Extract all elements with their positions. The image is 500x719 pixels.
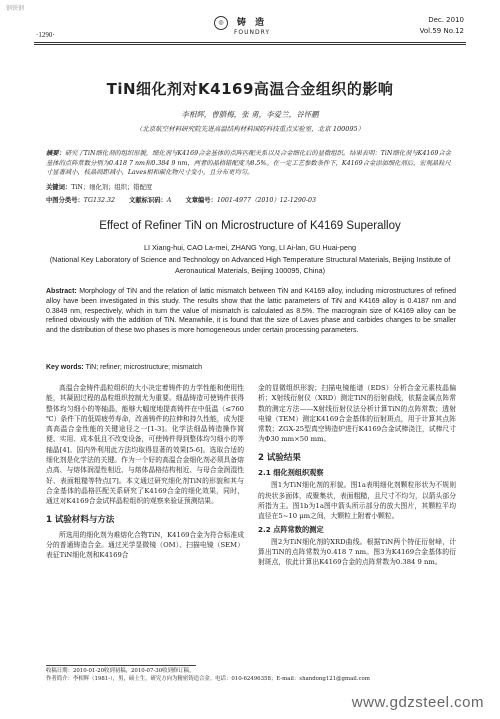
en-keywords: [46, 364, 456, 371]
cn-abstract: [46, 149, 456, 178]
cn-abstract-text: 研究了TiN细化剂的组织形貌，细化剂与K4169合金基体的点阵匹配关系以及合金细化后的显微组织。结果表明：TiN细化剂与K4169合金基体的点阵常数分别为0.418 7 nm和0.384 9 nm，两者的晶格错配度为8.5%。在一定工艺参数条件下，K4169合金添加细化剂后，宏观晶粒尺寸显著减小，枝晶间距减小，Laves相和碳化物尺寸变小，且分布更均匀。: [46, 150, 451, 176]
header-rule-thin: [34, 44, 466, 45]
doc-code-label: 文献标识码：: [129, 197, 167, 204]
en-title: Effect of Refiner TiN on Microstructure of K4169 Superalloy: [99, 220, 401, 232]
cn-keywords-text: TiN；细化剂；组织；错配度: [71, 184, 153, 191]
top-watermark: 钢铁钢: [6, 5, 25, 12]
en-authors: LI Xiang-hui, CAO La-mei, ZHANG Yong, LI Ai-lan, GU Huai-peng: [143, 243, 357, 252]
methods-continued-paragraph: 金的显微组织形貌；扫描电镜能谱（EDS）分析合金元素枝晶偏析；X射线衍射仪（XRD）测定TiN的衍射曲线，依据金属点阵常数的测定方法——X射线衍射仪法分析计算TiN的点阵常数；透射电镜（TEM）测定K4169合金基体的衍射斑点，用于计算其点阵常数；ZGX-25型真空铸造炉进行K4169合金试棒浇注，试棒尺寸为Φ30 mm×50 mm。: [258, 384, 456, 444]
cn-authors: 李相辉，曹腊梅，张 勇，李爱兰，谷怀鹏: [181, 110, 319, 119]
page-number: ·1290·: [36, 31, 55, 39]
section-2-2-title: 2.2 点阵常数的测定: [258, 524, 324, 534]
header-rule: [34, 42, 466, 43]
body-column-left: [46, 383, 244, 561]
clc-label: 中图分类号：: [46, 197, 84, 204]
journal-name-en: FOUNDRY: [233, 29, 271, 36]
section-2-1-title: 2.1 细化剂组织观察: [258, 468, 324, 478]
footnote-author-info: 作者简介：李相辉（1981-），男，硕士生，研究方向为精密铸造合金。电话：010-62496358；E-mail：shandong121@gmail.com: [46, 676, 370, 682]
section-1-paragraph: 所选用的细化剂为难熔化合物TiN，K4169合金为符合标准成分的普通铸造合金。通过光学显微镜（OM）、扫描电镜（SEM）表征TiN细化剂和K4169合: [46, 530, 244, 560]
cn-affiliation: （北京航空材料研究院先进高温结构材料国防科技重点实验室，北京 100095）: [135, 125, 365, 133]
issue-info: [420, 15, 464, 37]
section-2-2-paragraph: 图2为TiN细化剂的XRD曲线。根据TiN两个特征衍射峰，计算出TiN的点阵常数为0.418 7 nm。图3为K4169合金基体的衍射斑点，依此计算出K4169合金的点阵常数为0.384 9 nm。: [258, 537, 456, 567]
en-abstract-label: Abstract:: [46, 288, 77, 295]
en-abstract: [46, 287, 456, 336]
en-abstract-text: Morphology of TiN and the relation of lattic mismatch between TiN and K4169 alloy, including microstructures of refined alloy have been investigated in this study. The results show that the lattic parameters of TiN and K4169 alloy is 0.4187 nm and 0.3849 nm, respectively, which in turn the value of mismatch is calculated as 8.5%. The macrograin size of K4169 alloy can be refined obviously with the addition of TiN. Meanwhile, it is found that the size of Laves phase and carbides changes to be smaller and the distribution of these two phases is more homogeneous under certain processing parameters.: [46, 288, 456, 335]
section-2-1-paragraph: 图1为TiN细化剂的形貌。图1a表明细化剂颗粒形状为不规则的块状多面体，成聚集状，表面粗糙，且尺寸不均匀，以箭头部分所指为主。图1b为1a图中箭头所示部分的放大图片，其颗粒平均直径在5~10 μm之间，大颗粒上附着小颗粒。: [258, 481, 456, 521]
en-affiliation: (National Key Laboratory of Science and Technology on Advanced High Temperature Structural Materials, Beijing Institute of Aeronautical Materials, Beijing 100095, China): [49, 255, 451, 275]
cn-keywords: [46, 183, 456, 193]
cn-title: TiN细化剂对K4169高温合金组织的影响: [106, 80, 394, 98]
en-keywords-label: Key words:: [46, 364, 84, 371]
clc-value: TG132.32: [83, 197, 116, 204]
cn-abstract-label: 摘要：: [46, 150, 65, 157]
issue-date: Dec. 2010: [428, 16, 464, 24]
bottom-watermark: www.gdzsteel.com: [351, 694, 484, 711]
issue-volume: Vol.59 No.12: [419, 27, 464, 35]
cn-keywords-label: 关键词：: [46, 184, 72, 191]
en-keywords-text: TiN; refiner; microstructure; mismatch: [85, 364, 202, 371]
footnote-received: 收稿日期：2010-01-20收到初稿，2010-07-30收到修订稿。: [46, 668, 195, 674]
journal-logo-icon: ◎: [214, 16, 228, 30]
cn-classification: [46, 196, 456, 206]
section-2-title: 2 试验结果: [258, 452, 301, 463]
journal-name: [222, 15, 282, 36]
footnote-rule: [46, 665, 196, 666]
body-column-right: [258, 383, 456, 568]
journal-name-cn: 铸 造: [236, 18, 268, 28]
article-id-value: 1001-4977（2010）12-1290-03: [216, 197, 316, 204]
article-id-label: 文章编号：: [185, 197, 217, 204]
doc-code-value: A: [166, 197, 172, 204]
intro-paragraph: 高温合金铸件晶粒组织的大小决定着铸件的力学性能和使用性能，其凝固过程的晶粒组织控制尤为重要。细晶铸造可使铸件获得整体均匀细小的等轴晶，能够大幅度地提高铸件在中低温（≤760 ℃）条件下的低周疲劳寿命，改善铸件的拉伸和持久性能，成为提高高温合金性能的关键途径之一[1-3]。化学法细晶铸造操作简便、实用、成本低且不改变设备，可使铸件得到整体均匀细小的等轴晶[4]。国内外利用此方法均取得显著的效果[5-6]。选取合适的细化剂是化学法的关键。作为一个好的高温合金细化剂必须具备熔点高、与熔体润湿性相近、与熔体晶格结构相近、与母合金润湿性好、表面粗糙等特点[7]。本文通过研究细化剂TiN的形貌和其与合金基体的晶格匹配关系研究了K4169合金的细化效果，同时，通过对K4169合金试样晶粒组织的观察来验证预测结果。: [46, 384, 244, 506]
section-1-title: 1 试验材料与方法: [46, 514, 115, 525]
